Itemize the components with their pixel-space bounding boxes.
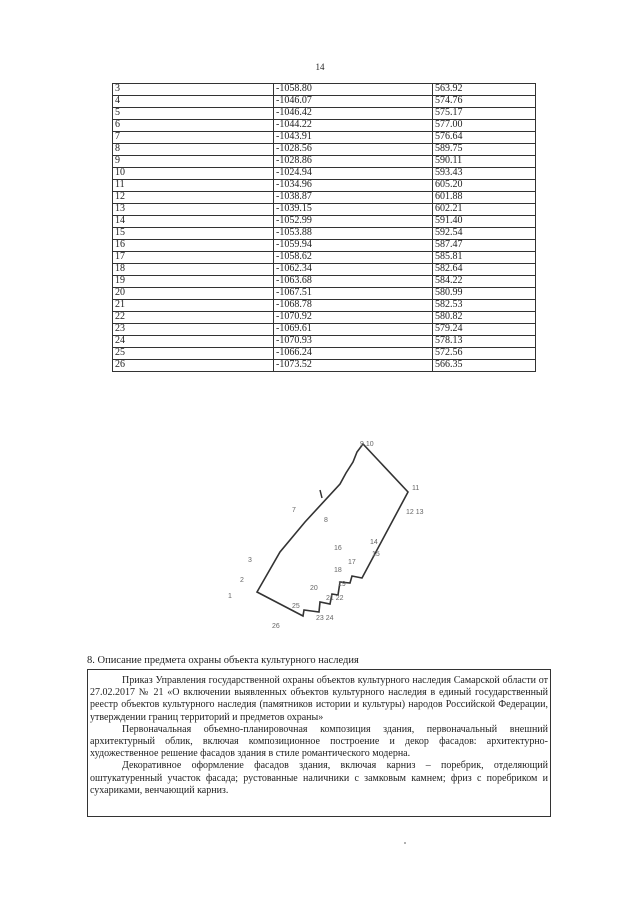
x-coordinate-cell: -1073.52 (274, 360, 433, 372)
scan-speck (404, 842, 406, 844)
plan-label-9-10: 9 10 (360, 441, 374, 448)
table-row (113, 180, 536, 192)
table-row (113, 84, 536, 96)
x-coordinate-cell: -1039.15 (274, 204, 433, 216)
y-coordinate-cell: 578.13 (433, 336, 536, 348)
y-coordinate-cell: 601.88 (433, 192, 536, 204)
table-row (113, 276, 536, 288)
table-row (113, 120, 536, 132)
table-row (113, 336, 536, 348)
point-number-cell: 13 (113, 204, 274, 216)
point-number-cell: 26 (113, 360, 274, 372)
table-row (113, 240, 536, 252)
point-number-cell: 12 (113, 192, 274, 204)
point-number-cell: 25 (113, 348, 274, 360)
point-number-cell: 9 (113, 156, 274, 168)
plan-label-11: 11 (412, 485, 420, 492)
y-coordinate-cell: 566.35 (433, 360, 536, 372)
table-row (113, 192, 536, 204)
x-coordinate-cell: -1069.61 (274, 324, 433, 336)
plan-label-7: 7 (292, 507, 296, 514)
plan-label-12-13: 12 13 (406, 509, 424, 516)
x-coordinate-cell: -1058.62 (274, 252, 433, 264)
plan-label-21-22: 21 22 (326, 595, 344, 602)
plan-label-15: 15 (372, 551, 380, 558)
x-coordinate-cell: -1070.92 (274, 312, 433, 324)
x-coordinate-cell: -1070.93 (274, 336, 433, 348)
y-coordinate-cell: 574.76 (433, 96, 536, 108)
table-row (113, 156, 536, 168)
point-number-cell: 10 (113, 168, 274, 180)
y-coordinate-cell: 577.00 (433, 120, 536, 132)
plan-label-8: 8 (324, 517, 328, 524)
y-coordinate-cell: 582.53 (433, 300, 536, 312)
table-row (113, 300, 536, 312)
point-number-cell: 20 (113, 288, 274, 300)
point-number-cell: 24 (113, 336, 274, 348)
table-row (113, 132, 536, 144)
table-row (113, 168, 536, 180)
table-row (113, 108, 536, 120)
y-coordinate-cell: 585.81 (433, 252, 536, 264)
x-coordinate-cell: -1058.80 (274, 84, 433, 96)
y-coordinate-cell: 580.99 (433, 288, 536, 300)
y-coordinate-cell: 580.82 (433, 312, 536, 324)
table-row (113, 228, 536, 240)
section-title: 8. Описание предмета охраны объекта культурного наследия (87, 655, 359, 666)
y-coordinate-cell: 590.11 (433, 156, 536, 168)
y-coordinate-cell: 602.21 (433, 204, 536, 216)
table-row (113, 312, 536, 324)
plan-label-20: 20 (310, 585, 318, 592)
x-coordinate-cell: -1024.94 (274, 168, 433, 180)
plan-label-18: 18 (334, 567, 342, 574)
y-coordinate-cell: 587.47 (433, 240, 536, 252)
x-coordinate-cell: -1062.34 (274, 264, 433, 276)
x-coordinate-cell: -1038.87 (274, 192, 433, 204)
point-number-cell: 16 (113, 240, 274, 252)
plan-label-16: 16 (334, 545, 342, 552)
point-number-cell: 14 (113, 216, 274, 228)
point-number-cell: 11 (113, 180, 274, 192)
coordinates-table (112, 83, 536, 372)
table-row (113, 216, 536, 228)
point-number-cell: 22 (113, 312, 274, 324)
x-coordinate-cell: -1046.07 (274, 96, 433, 108)
x-coordinate-cell: -1028.86 (274, 156, 433, 168)
point-number-cell: 17 (113, 252, 274, 264)
x-coordinate-cell: -1053.88 (274, 228, 433, 240)
y-coordinate-cell: 572.56 (433, 348, 536, 360)
x-coordinate-cell: -1034.96 (274, 180, 433, 192)
point-number-cell: 4 (113, 96, 274, 108)
point-number-cell: 7 (113, 132, 274, 144)
plan-label-25: 25 (292, 603, 300, 610)
plan-label-17: 17 (348, 559, 356, 566)
point-number-cell: 5 (113, 108, 274, 120)
y-coordinate-cell: 589.75 (433, 144, 536, 156)
coordinates-table-body (113, 84, 536, 372)
point-number-cell: 6 (113, 120, 274, 132)
building-plan-diagram (220, 432, 440, 632)
x-coordinate-cell: -1028.56 (274, 144, 433, 156)
y-coordinate-cell: 592.54 (433, 228, 536, 240)
y-coordinate-cell: 584.22 (433, 276, 536, 288)
y-coordinate-cell: 575.17 (433, 108, 536, 120)
y-coordinate-cell: 582.64 (433, 264, 536, 276)
x-coordinate-cell: -1067.51 (274, 288, 433, 300)
x-coordinate-cell: -1066.24 (274, 348, 433, 360)
x-coordinate-cell: -1052.99 (274, 216, 433, 228)
plan-label-26: 26 (272, 623, 280, 630)
table-row (113, 264, 536, 276)
table-row (113, 252, 536, 264)
y-coordinate-cell: 563.92 (433, 84, 536, 96)
table-row (113, 288, 536, 300)
table-row (113, 360, 536, 372)
y-coordinate-cell: 591.40 (433, 216, 536, 228)
y-coordinate-cell: 593.43 (433, 168, 536, 180)
table-row (113, 144, 536, 156)
point-number-cell: 15 (113, 228, 274, 240)
y-coordinate-cell: 605.20 (433, 180, 536, 192)
x-coordinate-cell: -1044.22 (274, 120, 433, 132)
point-number-cell: 21 (113, 300, 274, 312)
x-coordinate-cell: -1068.78 (274, 300, 433, 312)
x-coordinate-cell: -1059.94 (274, 240, 433, 252)
point-number-cell: 18 (113, 264, 274, 276)
protection-subject-description (87, 669, 551, 817)
page-number: 14 (315, 62, 325, 72)
plan-label-2: 2 (240, 577, 244, 584)
plan-label-19: 19 (338, 581, 346, 588)
plan-label-1: 1 (228, 593, 232, 600)
point-number-cell: 8 (113, 144, 274, 156)
composition-paragraph: Первоначальная объемно-планировочная композиция здания, первоначальный внешний архитектурный облик, включая композиционное построение и декор фасадов: архитектурно-художественное решение фасадов здания в стиле романтического модерна. (90, 723, 548, 760)
facade-decor-paragraph: Декоративное оформление фасадов здания, включая карниз – поребрик, отделяющий оштукатуренный участок фасада; рустованные наличники с замковым камнем; фриз с поребриком и сухариками, венчающий карниз. (90, 760, 548, 796)
x-coordinate-cell: -1063.68 (274, 276, 433, 288)
point-number-cell: 3 (113, 84, 274, 96)
point-number-cell: 19 (113, 276, 274, 288)
table-row (113, 96, 536, 108)
y-coordinate-cell: 576.64 (433, 132, 536, 144)
x-coordinate-cell: -1043.91 (274, 132, 433, 144)
plan-label-3: 3 (248, 557, 252, 564)
x-coordinate-cell: -1046.42 (274, 108, 433, 120)
point-number-cell: 23 (113, 324, 274, 336)
y-coordinate-cell: 579.24 (433, 324, 536, 336)
table-row (113, 324, 536, 336)
plan-label-23-24: 23 24 (316, 615, 334, 622)
marker-line (320, 490, 322, 498)
order-reference-paragraph: Приказ Управления государственной охраны объектов культурного наследия Самарской области от 27.02.2017 № 21 «О включении выявленных объектов культурного наследия в единый государственный реестр объектов культурного наследия (памятников истории и культуры) народов Российской Федерации, утверждении границ территорий и предметов охраны» (90, 675, 548, 723)
table-row (113, 204, 536, 216)
table-row (113, 348, 536, 360)
building-outline (257, 444, 408, 616)
plan-label-14: 14 (370, 539, 378, 546)
